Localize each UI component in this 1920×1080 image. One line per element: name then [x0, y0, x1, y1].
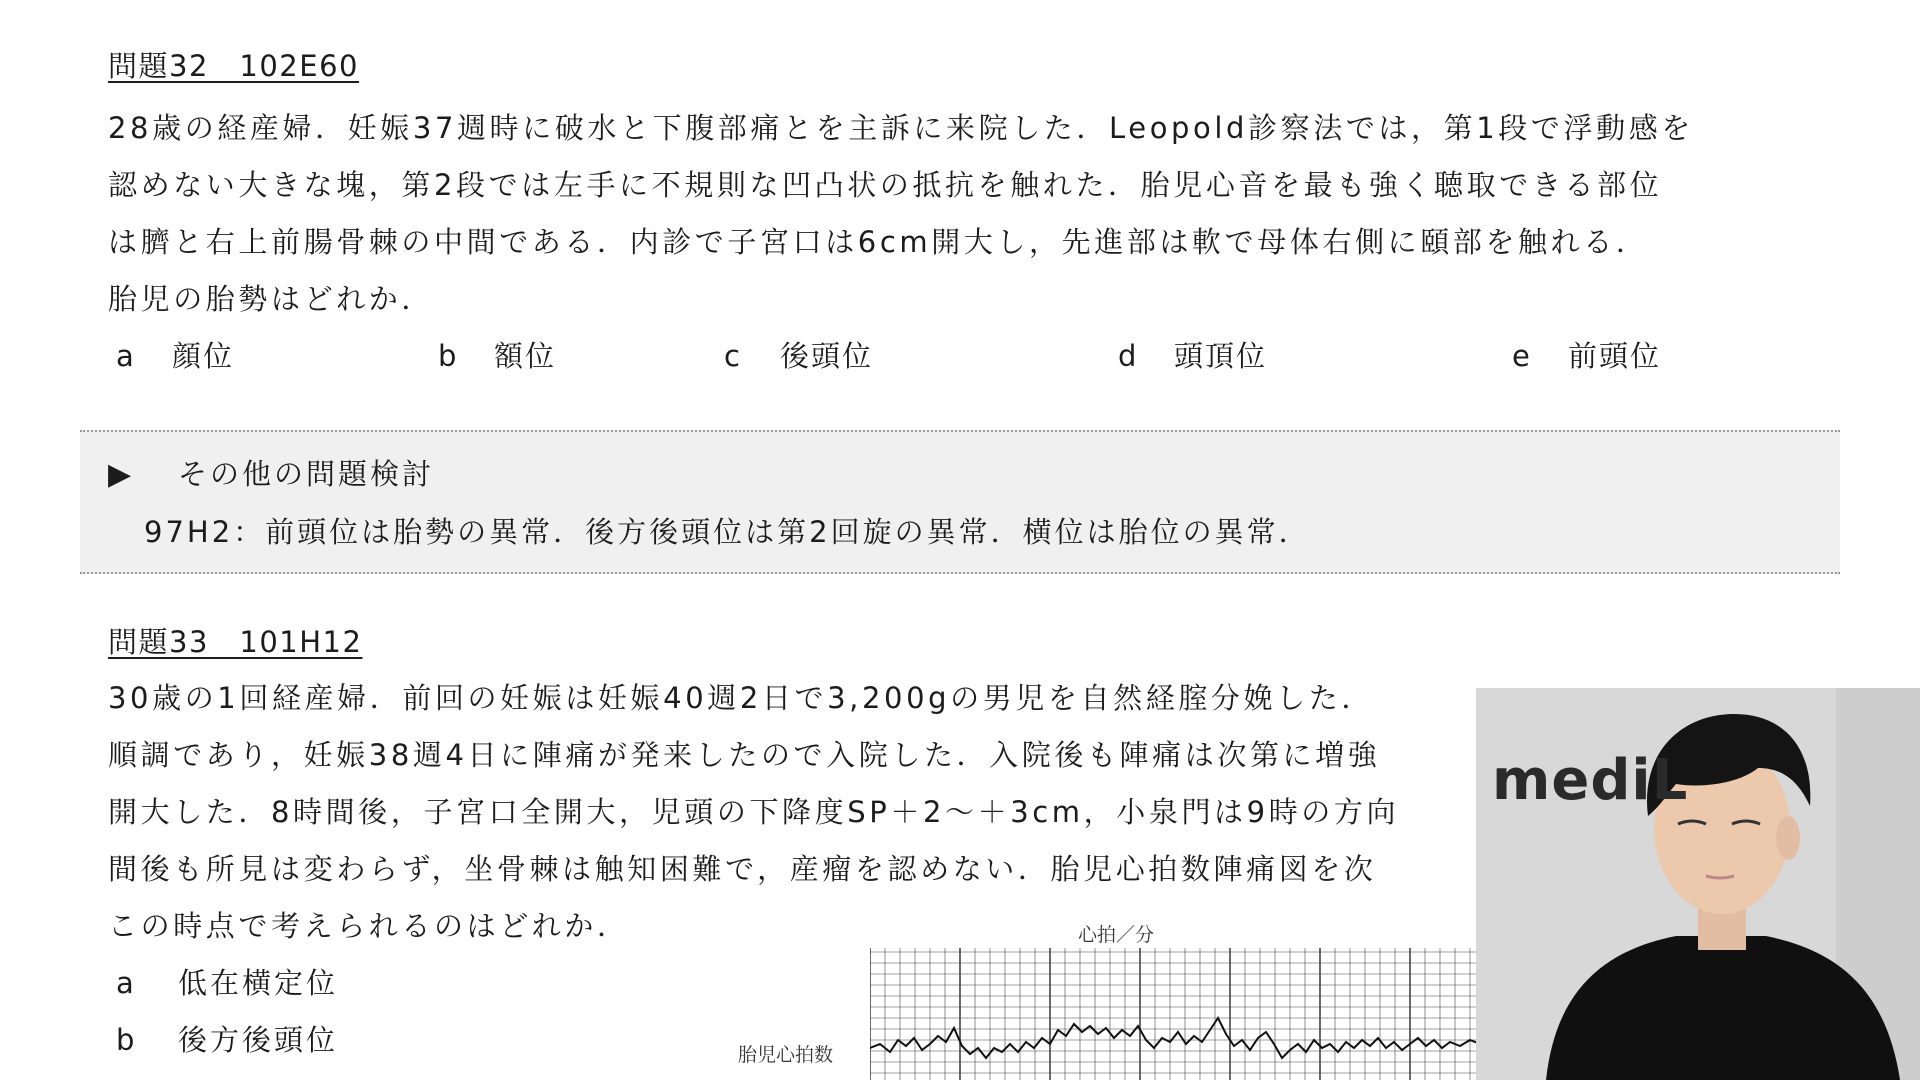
choice-d	[1110, 328, 1267, 385]
choice-e	[1504, 328, 1661, 385]
question-33-line: 順調であり，妊娠38週4日に陣痛が発来したので入院した．入院後も陣痛は次第に増強	[108, 738, 1381, 772]
question-32-choices	[108, 328, 1828, 385]
question-32-line: 胎児の胎勢はどれか．	[108, 282, 435, 316]
question-33-line: 開大した．8時間後，子宮口全開大，児頭の下降度SP＋2～＋3cm，小泉門は9時の方向	[108, 795, 1400, 829]
choice-text: 後方後頭位	[178, 1023, 339, 1057]
choice-letter: a	[116, 339, 136, 373]
choice-letter: e	[1512, 339, 1532, 373]
question-33-line: 30歳の1回経産婦．前回の妊娠は妊娠40週2日で3,200gの男児を自然経腟分娩した．	[108, 681, 1374, 715]
presenter-video	[1476, 688, 1920, 1080]
ctg-fetal-heart-rate-label: 胎児心拍数	[738, 1044, 834, 1066]
question-33-title: 問題33 101H12	[108, 625, 363, 659]
other-questions-body: 97H2：前頭位は胎勢の異常．後方後頭位は第2回旋の異常．横位は胎位の異常．	[144, 515, 1311, 549]
choice-text: 額位	[494, 339, 557, 373]
question-32-title: 問題32 102E60	[108, 49, 359, 83]
choice-a	[108, 328, 234, 385]
choice-b	[430, 328, 556, 385]
question-33-line: この時点で考えられるのはどれか．	[108, 909, 630, 943]
question-32-line: 認めない大きな塊，第2段では左手に不規則な凹凸状の抵抗を触れた．胎児心音を最も強く聴取できる部位	[108, 168, 1663, 202]
other-questions-heading-text: その他の問題検討	[178, 457, 435, 491]
question-32	[108, 44, 1828, 385]
ctg-trace-figure	[870, 948, 1480, 1080]
other-questions-box	[80, 430, 1840, 574]
choice-letter: b	[438, 339, 459, 373]
question-32-line: 28歳の経産婦．妊娠37週時に破水と下腹部痛とを主訴に来院した．Leopold診察法では，第1段で浮動感を	[108, 111, 1694, 145]
choice-text: 後頭位	[780, 339, 874, 373]
choice-text: 低在横定位	[178, 966, 339, 1000]
choice-text: 顔位	[172, 339, 235, 373]
choice-letter: d	[1118, 339, 1139, 373]
choice-c	[716, 328, 873, 385]
choice-text: 前頭位	[1568, 339, 1662, 373]
other-questions-heading	[108, 452, 434, 497]
choice-letter: b	[116, 1023, 138, 1057]
question-32-line: は臍と右上前腸骨棘の中間である．内診で子宮口は6cm開大し，先進部は軟で母体右側に頤部を触れる．	[108, 225, 1649, 259]
choice-letter: c	[724, 339, 742, 373]
choice-letter: a	[116, 966, 137, 1000]
question-32-text	[108, 100, 1828, 328]
choice-text: 頭頂位	[1174, 339, 1268, 373]
webcam-overlay	[1476, 688, 1920, 1080]
question-33-line: 間後も所見は変わらず，坐骨棘は触知困難で，産瘤を認めない．胎児心拍数陣痛図を次	[108, 852, 1377, 886]
ctg-heart-rate-label: 心拍／分	[1078, 924, 1155, 946]
medil-logo: mediL	[1492, 748, 1689, 813]
play-triangle-icon: ▶	[108, 457, 135, 492]
